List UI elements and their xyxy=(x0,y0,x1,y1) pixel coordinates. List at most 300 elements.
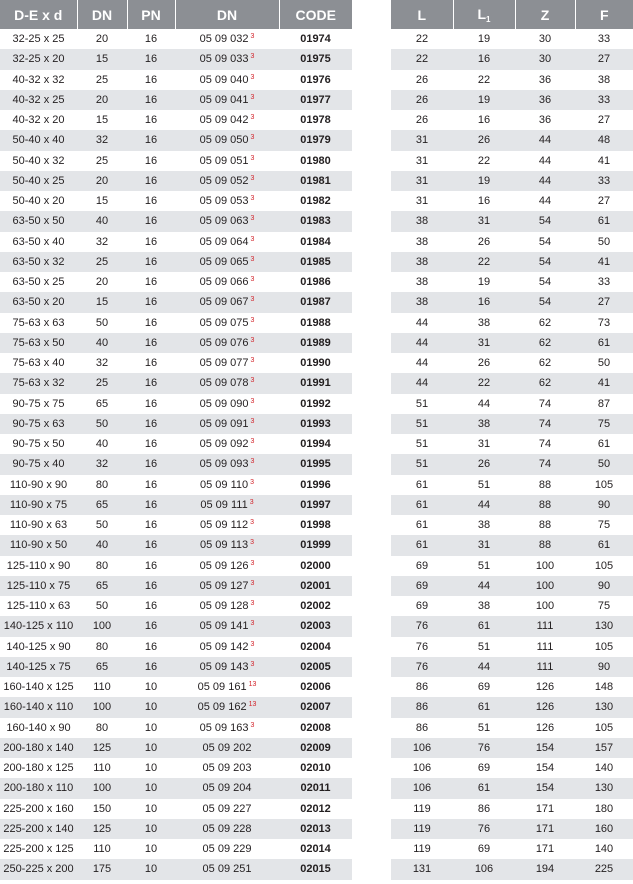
article-number-cell xyxy=(175,799,279,819)
table-row xyxy=(0,616,352,636)
f-cell: 87 xyxy=(597,397,611,410)
article-number: 05 09 162 xyxy=(197,701,247,714)
footnote-marker: 3 xyxy=(250,53,255,61)
footnote-marker: 3 xyxy=(250,438,255,446)
l1-cell: 51 xyxy=(477,640,491,653)
table-row xyxy=(391,171,633,191)
header-dimensions: D-E x d xyxy=(0,0,77,29)
dimensions-cell: 32-25 x 20 xyxy=(0,49,77,69)
dn-cell: 25 xyxy=(77,373,127,393)
l1-cell: 19 xyxy=(453,90,515,110)
dimensions-cell: 75-63 x 32 xyxy=(0,373,77,393)
dimensions-cell: 250-225 x 200 xyxy=(0,859,77,879)
right-table-body xyxy=(391,29,633,880)
l1-cell: 61 xyxy=(453,616,515,636)
z-cell: 171 xyxy=(535,802,555,815)
table-row xyxy=(0,697,352,717)
article-number-cell xyxy=(175,556,279,576)
footnote-marker: 3 xyxy=(250,397,255,405)
article-number-cell xyxy=(175,637,279,657)
article-number: 05 09 092 xyxy=(199,438,249,451)
table-row xyxy=(391,151,633,171)
article-number-cell xyxy=(175,90,279,110)
left-header-row xyxy=(0,0,352,29)
article-number-cell xyxy=(175,394,279,414)
article-number: 05 09 065 xyxy=(199,255,249,268)
article-number: 05 09 163 xyxy=(199,721,249,734)
pn-cell: 16 xyxy=(127,535,175,555)
dimensions-cell: 140-125 x 110 xyxy=(0,616,77,636)
table-row xyxy=(391,718,633,738)
code-cell: 01978 xyxy=(300,114,331,127)
f-cell: 50 xyxy=(597,357,611,370)
code-cell: 01999 xyxy=(279,535,352,555)
table-row xyxy=(0,475,352,495)
table-row xyxy=(0,130,352,150)
l-cell: 44 xyxy=(415,357,429,370)
f-cell: 61 xyxy=(597,438,611,451)
code-cell: 01990 xyxy=(300,357,331,370)
code-cell: 02005 xyxy=(279,657,352,677)
l-cell: 38 xyxy=(391,211,453,231)
f-cell: 157 xyxy=(575,738,633,758)
z-cell: 100 xyxy=(515,576,575,596)
table-row xyxy=(391,191,633,211)
dn-cell: 80 xyxy=(95,640,109,653)
f-cell: 50 xyxy=(575,454,633,474)
dimensions-cell: 50-40 x 32 xyxy=(12,154,65,167)
f-cell: 33 xyxy=(575,90,633,110)
article-number-cell xyxy=(175,353,279,373)
l-cell: 38 xyxy=(391,292,453,312)
article-number: 05 09 093 xyxy=(199,458,249,471)
dimensions-cell: 225-200 x 140 xyxy=(0,819,77,839)
l1-cell: 31 xyxy=(453,535,515,555)
article-number-cell xyxy=(175,49,279,69)
l-cell: 106 xyxy=(391,778,453,798)
f-cell: 75 xyxy=(597,519,611,532)
dimensions-cell: 75-63 x 40 xyxy=(12,357,65,370)
z-cell: 62 xyxy=(538,316,552,329)
f-cell: 27 xyxy=(575,292,633,312)
table-row xyxy=(0,859,352,879)
l-cell: 69 xyxy=(415,559,429,572)
footnote-marker: 3 xyxy=(250,579,255,587)
article-number: 05 09 228 xyxy=(202,822,252,835)
dimensions-cell: 160-140 x 110 xyxy=(0,697,77,717)
dn-cell: 40 xyxy=(95,438,109,451)
dimensions-cell: 125-110 x 63 xyxy=(6,600,71,613)
l-cell: 86 xyxy=(415,681,429,694)
f-cell: 130 xyxy=(575,778,633,798)
footnote-marker: 3 xyxy=(250,296,255,304)
code-cell: 02015 xyxy=(279,859,352,879)
z-cell: 126 xyxy=(535,721,555,734)
article-number: 05 09 110 xyxy=(199,478,249,491)
l-cell: 51 xyxy=(391,414,453,434)
l1-cell: 26 xyxy=(453,454,515,474)
z-cell: 88 xyxy=(515,535,575,555)
f-cell: 90 xyxy=(575,576,633,596)
article-number-cell xyxy=(175,252,279,272)
l1-cell: 16 xyxy=(477,195,491,208)
pn-cell: 16 xyxy=(144,276,158,289)
l1-cell: 61 xyxy=(453,697,515,717)
table-row xyxy=(0,758,352,778)
dimensions-cell: 110-90 x 63 xyxy=(9,519,68,532)
specs-table-right xyxy=(391,0,633,880)
right-header-row xyxy=(391,0,633,29)
dimensions-cell: 50-40 x 25 xyxy=(0,171,77,191)
pn-cell: 16 xyxy=(127,211,175,231)
z-cell: 54 xyxy=(515,211,575,231)
footnote-marker: 3 xyxy=(250,640,255,648)
z-cell: 154 xyxy=(515,738,575,758)
left-table-body xyxy=(0,29,352,880)
footnote-marker: 3 xyxy=(250,33,255,41)
article-number-cell xyxy=(175,414,279,434)
article-number-cell xyxy=(175,475,279,495)
article-number: 05 09 091 xyxy=(199,417,249,430)
table-row xyxy=(0,110,352,130)
dimensions-cell: 140-125 x 75 xyxy=(0,657,77,677)
code-cell: 01995 xyxy=(279,454,352,474)
code-cell: 02001 xyxy=(279,576,352,596)
code-cell: 01987 xyxy=(279,292,352,312)
l-cell: 26 xyxy=(415,73,429,86)
l-cell: 38 xyxy=(391,252,453,272)
table-row xyxy=(391,697,633,717)
dn-cell: 15 xyxy=(77,292,127,312)
z-cell: 36 xyxy=(515,90,575,110)
pn-cell: 16 xyxy=(144,195,158,208)
dn-cell: 110 xyxy=(93,843,111,856)
pn-cell: 16 xyxy=(144,154,158,167)
footnote-marker: 13 xyxy=(248,681,257,689)
code-cell: 01991 xyxy=(279,373,352,393)
pn-cell: 16 xyxy=(127,495,175,515)
footnote-marker: 3 xyxy=(250,620,255,628)
dimensions-cell: 63-50 x 20 xyxy=(0,292,77,312)
code-cell: 02012 xyxy=(300,802,331,815)
table-row xyxy=(391,29,633,49)
article-number: 05 09 227 xyxy=(202,802,252,815)
dn-cell: 20 xyxy=(77,90,127,110)
article-number-cell xyxy=(175,495,279,515)
code-cell: 01984 xyxy=(300,235,331,248)
pn-cell: 10 xyxy=(127,738,175,758)
pn-cell: 16 xyxy=(144,519,158,532)
footnote-marker: 3 xyxy=(250,519,255,527)
table-row xyxy=(0,171,352,191)
f-cell: 38 xyxy=(597,73,611,86)
article-number-cell xyxy=(175,434,279,454)
code-cell: 02008 xyxy=(300,721,331,734)
article-number: 05 09 067 xyxy=(199,296,249,309)
table-row xyxy=(391,434,633,454)
footnote-marker: 3 xyxy=(250,458,255,466)
l-cell: 26 xyxy=(415,114,429,127)
dn-cell: 50 xyxy=(95,316,109,329)
code-cell: 02011 xyxy=(279,778,352,798)
dn-cell: 65 xyxy=(95,397,109,410)
article-number: 05 09 202 xyxy=(202,741,252,754)
l1-cell: 22 xyxy=(453,252,515,272)
l-cell: 86 xyxy=(391,697,453,717)
z-cell: 44 xyxy=(515,171,575,191)
l-cell: 61 xyxy=(415,478,429,491)
table-row xyxy=(0,90,352,110)
l1-cell: 61 xyxy=(453,778,515,798)
dn-cell: 32 xyxy=(77,454,127,474)
z-cell: 62 xyxy=(538,357,552,370)
code-cell: 01979 xyxy=(279,130,352,150)
article-number: 05 09 143 xyxy=(199,660,249,673)
f-cell: 105 xyxy=(594,640,614,653)
article-number: 05 09 142 xyxy=(199,640,249,653)
article-number-cell xyxy=(175,758,279,778)
l-cell: 106 xyxy=(391,738,453,758)
l-cell: 61 xyxy=(391,495,453,515)
f-cell: 105 xyxy=(594,559,614,572)
l1-cell: 31 xyxy=(453,211,515,231)
header-code: CODE xyxy=(279,0,352,29)
article-number-cell xyxy=(175,211,279,231)
code-cell: 02014 xyxy=(300,843,331,856)
dn-cell: 25 xyxy=(77,252,127,272)
table-row xyxy=(391,799,633,819)
l1-cell: 31 xyxy=(453,333,515,353)
l-cell: 76 xyxy=(391,657,453,677)
dimensions-cell: 90-75 x 40 xyxy=(0,454,77,474)
footnote-marker: 3 xyxy=(250,721,255,729)
z-cell: 44 xyxy=(538,195,552,208)
table-row xyxy=(391,778,633,798)
table-row xyxy=(391,859,633,879)
article-number-cell xyxy=(175,657,279,677)
f-cell: 27 xyxy=(597,114,611,127)
dn-cell: 15 xyxy=(95,195,109,208)
article-number: 05 09 051 xyxy=(199,154,249,167)
z-cell: 74 xyxy=(538,438,552,451)
table-row xyxy=(0,515,352,535)
article-number: 05 09 141 xyxy=(199,620,249,633)
article-number-cell xyxy=(175,819,279,839)
code-cell: 01989 xyxy=(279,333,352,353)
l-cell: 119 xyxy=(413,802,431,815)
pn-cell: 16 xyxy=(127,616,175,636)
dimensions-cell: 200-180 x 110 xyxy=(0,778,77,798)
footnote-marker: 3 xyxy=(250,478,255,486)
article-number-cell xyxy=(175,70,279,90)
l-cell: 76 xyxy=(415,640,429,653)
code-cell: 01974 xyxy=(300,33,331,46)
f-cell: 225 xyxy=(575,859,633,879)
f-cell: 140 xyxy=(594,843,614,856)
l1-cell: 44 xyxy=(477,397,491,410)
dn-cell: 125 xyxy=(77,738,127,758)
l1-cell: 19 xyxy=(477,33,491,46)
z-cell: 171 xyxy=(535,843,555,856)
dimensions-cell: 90-75 x 75 xyxy=(12,397,65,410)
footnote-marker: 3 xyxy=(250,215,255,223)
pn-cell: 16 xyxy=(127,657,175,677)
table-row xyxy=(0,394,352,414)
l1-cell: 16 xyxy=(453,49,515,69)
z-cell: 54 xyxy=(515,252,575,272)
l1-cell: 26 xyxy=(453,130,515,150)
z-cell: 74 xyxy=(538,397,552,410)
table-row xyxy=(0,576,352,596)
article-number-cell xyxy=(175,718,279,738)
table-row xyxy=(0,778,352,798)
article-number-cell xyxy=(175,778,279,798)
dn-cell: 80 xyxy=(95,721,109,734)
pn-cell: 16 xyxy=(127,333,175,353)
article-number-cell xyxy=(175,292,279,312)
article-number-cell xyxy=(175,576,279,596)
f-cell: 90 xyxy=(575,657,633,677)
table-row xyxy=(391,90,633,110)
pn-cell: 16 xyxy=(144,600,158,613)
code-cell: 02002 xyxy=(300,600,331,613)
f-cell: 33 xyxy=(597,33,611,46)
code-cell: 01993 xyxy=(279,414,352,434)
table-row xyxy=(0,313,352,333)
l1-cell: 51 xyxy=(477,721,491,734)
table-row xyxy=(391,70,633,90)
article-number: 05 09 052 xyxy=(199,174,249,187)
table-row xyxy=(0,333,352,353)
pn-cell: 16 xyxy=(127,252,175,272)
dn-cell: 50 xyxy=(95,600,109,613)
l1-cell: 76 xyxy=(453,819,515,839)
table-row xyxy=(391,677,633,697)
l-cell: 44 xyxy=(415,316,429,329)
l-cell: 69 xyxy=(415,600,429,613)
footnote-marker: 3 xyxy=(250,154,255,162)
table-row xyxy=(391,414,633,434)
dimensions-cell: 225-200 x 125 xyxy=(3,843,74,856)
pn-cell: 10 xyxy=(144,762,158,775)
l-cell: 131 xyxy=(391,859,453,879)
header-dn-article: DN xyxy=(175,0,279,29)
footnote-marker: 3 xyxy=(250,235,255,243)
z-cell: 36 xyxy=(538,73,552,86)
header-l1-subscript: 1 xyxy=(486,14,491,24)
l1-cell: 51 xyxy=(477,478,491,491)
table-row xyxy=(391,576,633,596)
l-cell: 61 xyxy=(415,519,429,532)
footnote-marker: 3 xyxy=(250,316,255,324)
z-cell: 30 xyxy=(538,33,552,46)
table-row xyxy=(0,556,352,576)
article-number: 05 09 112 xyxy=(199,519,249,532)
dn-cell: 50 xyxy=(95,519,109,532)
l1-cell: 51 xyxy=(477,559,491,572)
dimensions-cell: 40-32 x 20 xyxy=(12,114,65,127)
table-row xyxy=(0,49,352,69)
table-row xyxy=(0,151,352,171)
pn-cell: 16 xyxy=(127,292,175,312)
table-row xyxy=(0,70,352,90)
pn-cell: 10 xyxy=(127,819,175,839)
l1-cell: 26 xyxy=(477,235,491,248)
code-cell: 01985 xyxy=(279,252,352,272)
article-number: 05 09 042 xyxy=(199,114,249,127)
l-cell: 106 xyxy=(412,762,432,775)
code-cell: 02004 xyxy=(300,640,331,653)
article-number: 05 09 076 xyxy=(199,336,249,349)
f-cell: 61 xyxy=(575,535,633,555)
l1-cell: 69 xyxy=(477,681,491,694)
pn-cell: 16 xyxy=(127,90,175,110)
footnote-marker: 3 xyxy=(250,377,255,385)
dn-cell: 110 xyxy=(93,762,111,775)
f-cell: 130 xyxy=(575,616,633,636)
dn-cell: 40 xyxy=(77,333,127,353)
l1-cell: 44 xyxy=(453,495,515,515)
table-row xyxy=(0,535,352,555)
footnote-marker: 3 xyxy=(250,559,255,567)
table-row xyxy=(0,292,352,312)
f-cell: 90 xyxy=(575,495,633,515)
table-row xyxy=(0,718,352,738)
article-number-cell xyxy=(175,373,279,393)
article-number-cell xyxy=(175,171,279,191)
dimensions-cell: 200-180 x 125 xyxy=(3,762,74,775)
table-row xyxy=(391,394,633,414)
pn-cell: 16 xyxy=(144,559,158,572)
dn-cell: 20 xyxy=(77,171,127,191)
code-cell: 01983 xyxy=(279,211,352,231)
z-cell: 54 xyxy=(538,235,552,248)
code-cell: 01977 xyxy=(279,90,352,110)
code-cell: 01998 xyxy=(300,519,331,532)
article-number-cell xyxy=(175,232,279,252)
f-cell: 27 xyxy=(575,49,633,69)
footnote-marker: 3 xyxy=(250,134,255,142)
table-row xyxy=(391,738,633,758)
table-row xyxy=(391,130,633,150)
table-row xyxy=(391,292,633,312)
l-cell: 26 xyxy=(391,90,453,110)
pn-cell: 16 xyxy=(144,397,158,410)
table-row xyxy=(0,414,352,434)
article-number-cell xyxy=(175,596,279,616)
article-number: 05 09 050 xyxy=(199,134,249,147)
table-row xyxy=(0,738,352,758)
f-cell: 50 xyxy=(597,235,611,248)
f-cell: 61 xyxy=(575,333,633,353)
article-number: 05 09 063 xyxy=(199,215,249,228)
z-cell: 126 xyxy=(515,697,575,717)
code-cell: 01975 xyxy=(279,49,352,69)
f-cell: 130 xyxy=(575,697,633,717)
pn-cell: 16 xyxy=(127,130,175,150)
article-number-cell xyxy=(175,616,279,636)
f-cell: 41 xyxy=(597,154,611,167)
table-row xyxy=(0,434,352,454)
l-cell: 119 xyxy=(413,843,431,856)
article-number-cell xyxy=(175,151,279,171)
header-dn: DN xyxy=(77,0,127,29)
dimensions-cell: 110-90 x 90 xyxy=(9,478,68,491)
l1-cell: 86 xyxy=(477,802,491,815)
l1-cell: 16 xyxy=(477,114,491,127)
footnote-marker: 3 xyxy=(250,174,255,182)
dn-cell: 25 xyxy=(95,154,109,167)
